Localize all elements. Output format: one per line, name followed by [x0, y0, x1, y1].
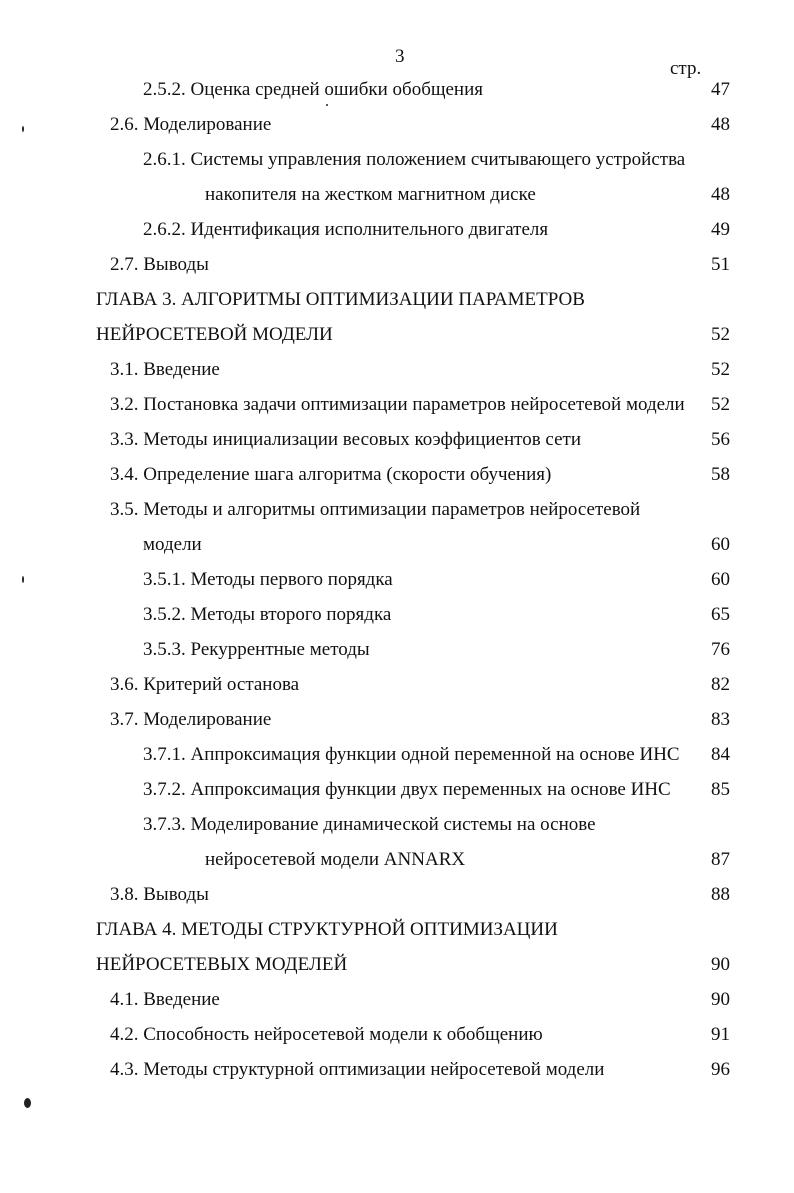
- toc-entry-2-6: 2.6. Моделирование: [110, 114, 272, 135]
- toc-entry-3-7-1: 3.7.1. Аппроксимация функции одной переменной на основе ИНС: [143, 744, 680, 765]
- toc-page-3-3: 56: [711, 429, 730, 450]
- toc-page-2-6-2: 49: [711, 219, 730, 240]
- toc-page-2-5-2: 47: [711, 79, 730, 100]
- toc-entry-4-2: 4.2. Способность нейросетевой модели к обобщению: [110, 1024, 543, 1045]
- toc-page-3-6: 82: [711, 674, 730, 695]
- toc-entry-4-1: 4.1. Введение: [110, 989, 220, 1010]
- scan-speck: [24, 1098, 31, 1108]
- toc-entry-3-5: 3.5. Методы и алгоритмы оптимизации параметров нейросетевой: [110, 499, 641, 520]
- toc-page-3-2: 52: [711, 394, 730, 415]
- toc-entry-4-3: 4.3. Методы структурной оптимизации нейросетевой модели: [110, 1059, 605, 1080]
- toc-page-2-6: 48: [711, 114, 730, 135]
- toc-page-4-3: 96: [711, 1059, 730, 1080]
- toc-page-3-4: 58: [711, 464, 730, 485]
- toc-entry-3-7-3: 3.7.3. Моделирование динамической системы на основе: [143, 814, 596, 835]
- toc-page-3-5: 60: [711, 534, 730, 555]
- toc-page-chapter-3: 52: [711, 324, 730, 345]
- toc-entry-3-5-cont: модели: [143, 534, 202, 555]
- toc-chapter-4: ГЛАВА 4. МЕТОДЫ СТРУКТУРНОЙ ОПТИМИЗАЦИИ: [96, 919, 558, 940]
- toc-page-chapter-4: 90: [711, 954, 730, 975]
- toc-page-2-6-1: 48: [711, 184, 730, 205]
- toc-entry-3-4: 3.4. Определение шага алгоритма (скорости обучения): [110, 464, 552, 485]
- toc-entry-3-7-3-cont: нейросетевой модели ANNARX: [205, 849, 466, 870]
- toc-page-3-5-3: 76: [711, 639, 730, 660]
- toc-entry-2-6-1: 2.6.1. Системы управления положением считывающего устройства: [143, 149, 686, 170]
- toc-page-3-8: 88: [711, 884, 730, 905]
- toc-page-3-7: 83: [711, 709, 730, 730]
- toc-entry-3-7-2: 3.7.2. Аппроксимация функции двух переменных на основе ИНС: [143, 779, 671, 800]
- toc-page-2-7: 51: [711, 254, 730, 275]
- scan-speck: [22, 576, 24, 583]
- toc-entry-3-3: 3.3. Методы инициализации весовых коэффициентов сети: [110, 429, 581, 450]
- toc-entry-2-6-2: 2.6.2. Идентификация исполнительного двигателя: [143, 219, 549, 240]
- toc-entry-3-5-1: 3.5.1. Методы первого порядка: [143, 569, 393, 590]
- toc-page-3-1: 52: [711, 359, 730, 380]
- toc-entry-2-6-1-cont: накопителя на жестком магнитном диске: [205, 184, 536, 205]
- toc-page-3-7-1: 84: [711, 744, 730, 765]
- page-number: 3: [395, 46, 405, 67]
- toc-page-3-5-2: 65: [711, 604, 730, 625]
- toc-page-3-5-1: 60: [711, 569, 730, 590]
- scan-speck: [22, 126, 24, 132]
- toc-page-3-7-3: 87: [711, 849, 730, 870]
- toc-entry-3-5-3: 3.5.3. Рекуррентные методы: [143, 639, 370, 660]
- toc-entry-3-1: 3.1. Введение: [110, 359, 220, 380]
- toc-entry-2-7: 2.7. Выводы: [110, 254, 209, 275]
- toc-page-3-7-2: 85: [711, 779, 730, 800]
- toc-entry-2-5-2: 2.5.2. Оценка средней ошибки обобщения: [143, 79, 484, 100]
- toc-page-4-1: 90: [711, 989, 730, 1010]
- page-column-label: стр.: [670, 58, 702, 79]
- toc-entry-3-2: 3.2. Постановка задачи оптимизации параметров нейросетевой модели: [110, 394, 685, 415]
- toc-chapter-3-cont: НЕЙРОСЕТЕВОЙ МОДЕЛИ: [96, 324, 333, 345]
- toc-chapter-4-cont: НЕЙРОСЕТЕВЫХ МОДЕЛЕЙ: [96, 954, 348, 975]
- toc-entry-3-7: 3.7. Моделирование: [110, 709, 272, 730]
- toc-chapter-3: ГЛАВА 3. АЛГОРИТМЫ ОПТИМИЗАЦИИ ПАРАМЕТРОВ: [96, 289, 585, 310]
- toc-entry-3-6: 3.6. Критерий останова: [110, 674, 300, 695]
- toc-entry-3-5-2: 3.5.2. Методы второго порядка: [143, 604, 392, 625]
- scan-speck: [326, 104, 328, 106]
- toc-page-4-2: 91: [711, 1024, 730, 1045]
- toc-entry-3-8: 3.8. Выводы: [110, 884, 209, 905]
